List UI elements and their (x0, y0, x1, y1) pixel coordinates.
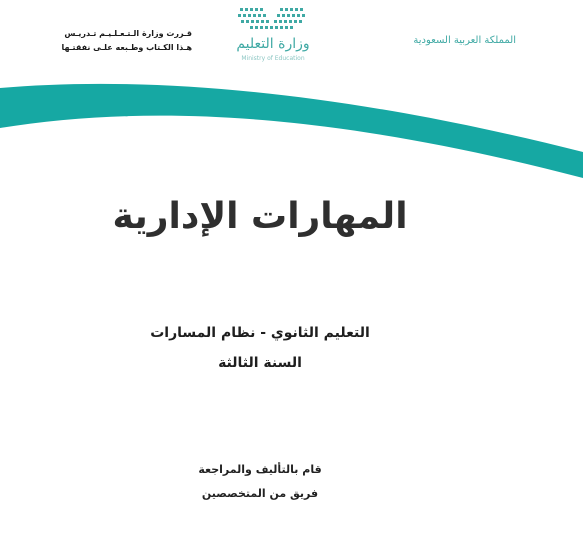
logo-ministry-name: وزارة التعليم (236, 36, 310, 52)
decree-line-1: قـررت وزارة الـتـعـلـيـم تـدريـس (64, 29, 192, 38)
country-name: المملكة العربية السعودية (413, 35, 516, 46)
logo-dots-icon (236, 6, 316, 34)
credit-line-1: قام بالتأليف والمراجعة (198, 463, 322, 476)
book-year: السنة الثالثة (218, 355, 302, 371)
decree-text (46, 27, 192, 55)
logo-ministry-sub: Ministry of Education (241, 55, 305, 62)
credit-line-2: فريق من المتخصصين (201, 487, 319, 500)
decree-line-2: هـذا الكـتاب وطـبعه علـى نفقتـها (61, 43, 192, 52)
ministry-logo (228, 6, 338, 66)
book-subtitle: التعليم الثانوي - نظام المسارات (150, 325, 370, 341)
book-title: المهارات الإدارية (112, 196, 408, 237)
